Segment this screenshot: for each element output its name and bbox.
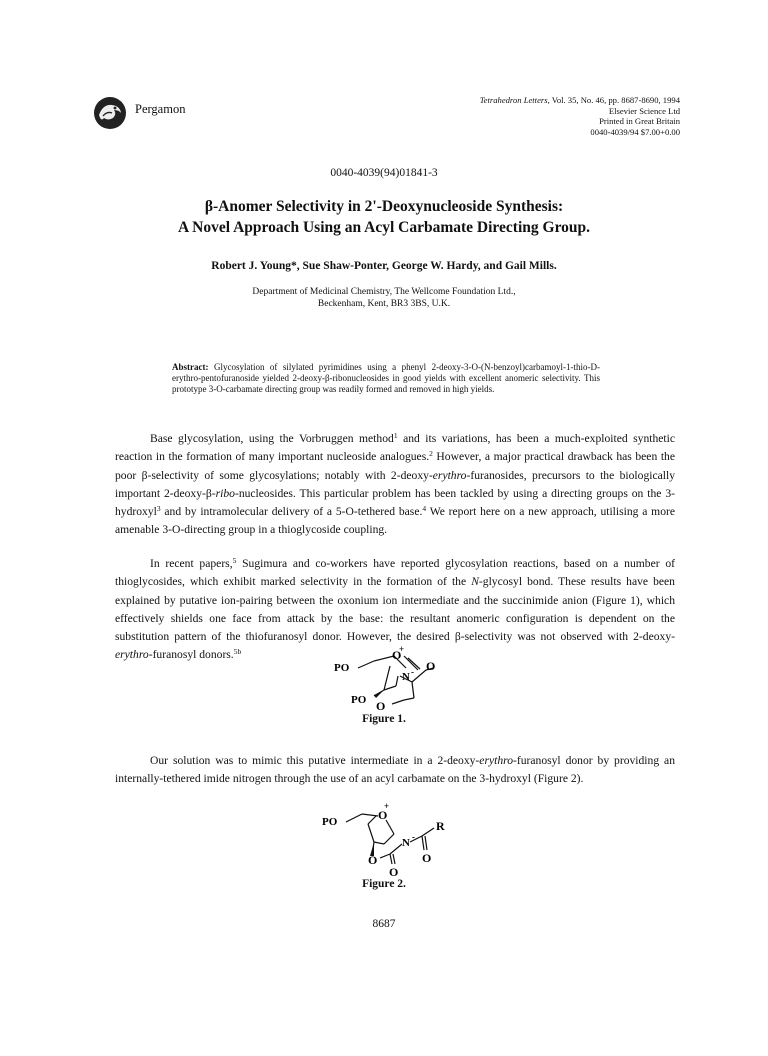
abstract-label: Abstract: [172, 362, 209, 372]
affiliation-line-2: Beckenham, Kent, BR3 3BS, U.K. [317, 299, 451, 309]
fig2-plus: + [384, 801, 390, 811]
fig2-o-left: O [368, 853, 378, 867]
fig1-n: N [402, 671, 410, 683]
affiliation [0, 286, 768, 310]
fig2-po: PO [322, 816, 338, 828]
ref-1: 1 [393, 431, 398, 440]
journal-volume: , Vol. 35, No. 46, pp. 8687-8690, 1994 [547, 95, 680, 105]
figure-2-caption: Figure 2. [362, 878, 406, 890]
title-line-2: A Novel Approach Using an Acyl Carbamate Directing Group. [177, 219, 591, 236]
fig1-minus: - [411, 667, 414, 677]
p2-italic-2: erythro [115, 648, 149, 662]
journal-title: Tetrahedron Letters [479, 95, 548, 105]
p2-text-b: Sugimura and co-workers have reported glycosylation reactions, based on a number of thioglycosides, which exhibit marked selectivity in the formation of the [115, 557, 675, 589]
journal-price: 0040-4039/94 $7.00+0.00 [590, 126, 680, 137]
p1-text-a: Base glycosylation, using the Vorbruggen method [150, 432, 394, 445]
p1-italic-2: ribo [215, 486, 235, 500]
p2-text-c: -glycosyl bond. These results have been explained by putative ion-pairing between the oxonium ion intermediate and the succinimide anion (Figure 1), which effectively shields one face from attack by the base: the resultant anomeric configuration is dependent on the substitution pattern of the thiofuranosyl donor. However, the desired β-selectivity was not observed with 2-deoxy- [115, 575, 675, 644]
p1-text-e: -nucleosides. This particular problem has been tackled by using a directing groups on the 3-hydroxyl [115, 486, 676, 519]
fig2-n: N [402, 837, 410, 849]
p3-text-a: Our solution was to mimic this putative intermediate in a 2-deoxy- [150, 754, 480, 767]
p1-text-d: -furanosides, precursors to the biologically important 2-deoxy-β- [115, 468, 675, 500]
fig2-minus: - [412, 832, 415, 842]
p2-italic-1: N [471, 575, 479, 589]
ref-4: 4 [422, 504, 427, 514]
p1-text-f: and by intramolecular delivery of a 5-O-tethered base. [160, 505, 423, 519]
ref-3: 3 [156, 504, 161, 514]
body-paragraph-3 [115, 752, 675, 789]
fig1-o-bottom: O [376, 699, 386, 713]
title-line-1: β-Anomer Selectivity in 2'-Deoxynucleoside Synthesis: [204, 198, 564, 215]
figure-1-caption: Figure 1. [362, 713, 406, 725]
page-number: 8687 [372, 918, 396, 930]
abstract-text: Glycosylation of silylated pyrimidines using a phenyl 2-deoxy-3-O-(N-benzoyl)carbamoyl-1-thio-D-erythro-pentofuranoside yielded 2-deoxy-β-ribonucleosides in good yields with excellent anomeric selectivity. This prototype 3-O-carbamate directing group was readily formed and removed in high yields. [172, 362, 601, 394]
publisher-logo [93, 96, 127, 130]
figure-2-structure [318, 800, 478, 878]
p1-italic-1: erythro [432, 468, 467, 482]
journal-citation [480, 95, 680, 137]
affiliation-line-1: Department of Medicinal Chemistry, The Wellcome Foundation Ltd., [252, 287, 516, 297]
ref-2: 2 [429, 449, 433, 459]
journal-publisher: Elsevier Science Ltd [608, 105, 680, 116]
abstract [172, 362, 600, 395]
publisher-name: Pergamon [135, 102, 186, 116]
paper-title [0, 196, 768, 238]
authors: Robert J. Young*, Sue Shaw-Ponter, George W. Hardy, and Gail Mills. [211, 260, 557, 272]
p3-text-b: -furanosyl donor by providing an internally-tethered imide nitrogen through the use of an acyl carbamate on the 3-hydroxyl (Figure 2). [115, 754, 675, 786]
fig2-ring-o: O [378, 808, 388, 822]
fig1-po-top: PO [334, 662, 350, 674]
fig1-po-bottom: PO [351, 694, 367, 706]
doi: 0040-4039(94)01841-3 [330, 167, 438, 179]
p2-text-a: In recent papers, [150, 557, 233, 570]
journal-printed: Printed in Great Britain [599, 116, 680, 127]
p1-text-g: We report here on a new approach, utilising a more amenable 3-O-directing group in a thioglycoside coupling. [115, 505, 675, 537]
journal-reference [480, 95, 680, 106]
fig1-o-right: O [426, 659, 436, 673]
p3-italic-1: erythro [479, 754, 513, 767]
p1-text-b: and its variations, has been a much-exploited synthetic reaction in the formation of many important nucleoside analogues. [115, 432, 676, 464]
ref-5: 5 [232, 556, 237, 565]
fig1-plus: + [399, 646, 405, 654]
fig2-o-bottom: O [389, 865, 399, 878]
fig2-r: R [436, 819, 445, 833]
fig2-o-right: O [422, 851, 432, 865]
ref-5b: 5b [233, 647, 242, 657]
p2-text-d: -furanosyl donors. [148, 648, 234, 662]
body-paragraph-1 [115, 430, 675, 540]
figure-1-structure [330, 646, 470, 716]
p1-text-c: However, a major practical drawback has been the poor β-selectivity of some glycosylations; notably with 2-deoxy- [115, 450, 675, 482]
fig1-ring-o: O [392, 648, 402, 662]
